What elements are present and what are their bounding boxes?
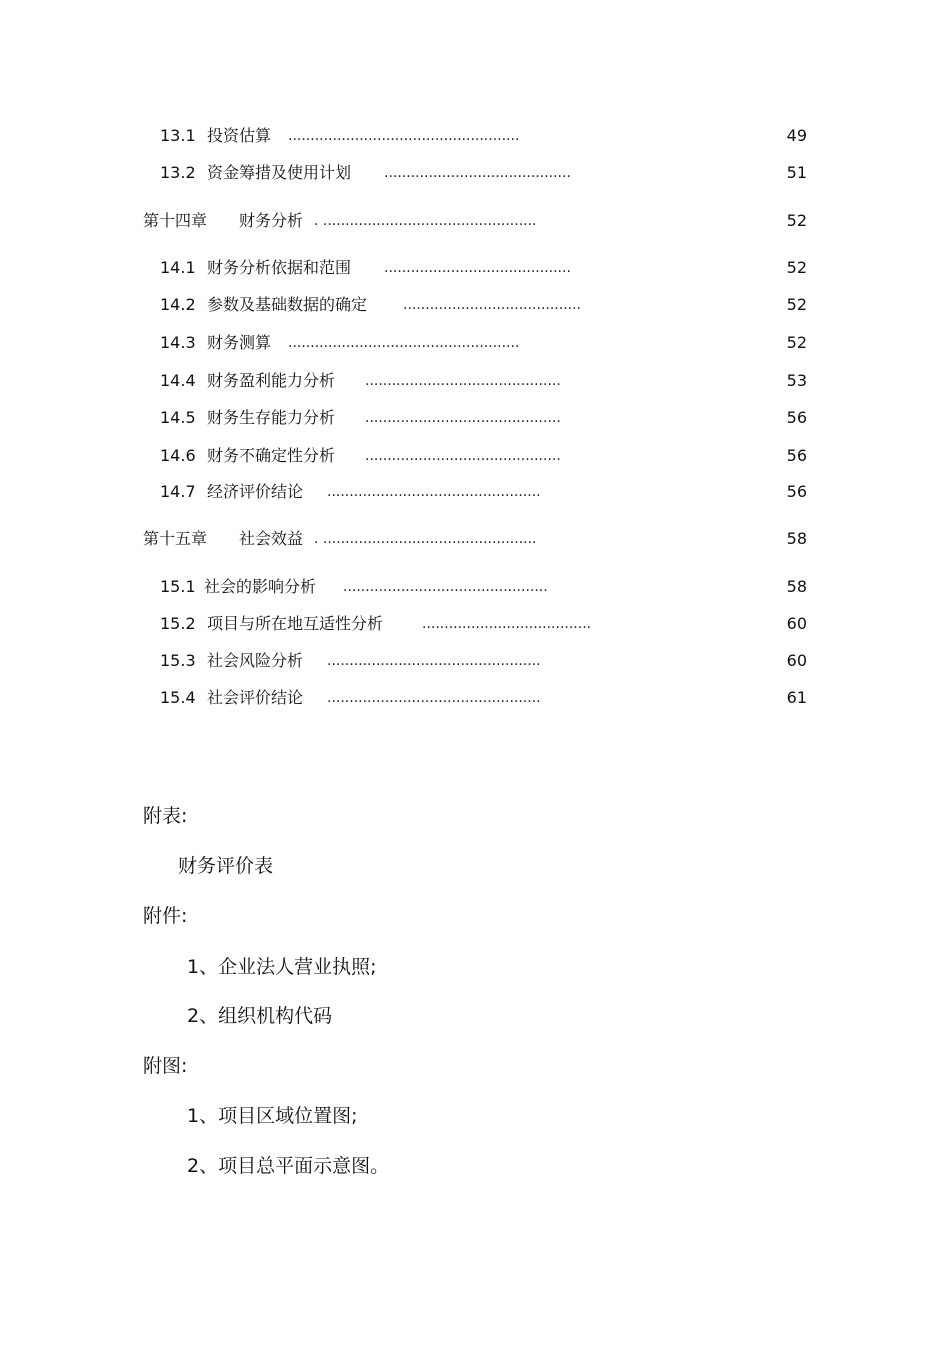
page-number: 56 [786, 446, 807, 465]
dot-leader: .......................................... [384, 165, 571, 181]
toc-entry-15-2[interactable] [0, 612, 950, 636]
toc-entry-14-6[interactable] [0, 444, 950, 468]
toc-entry-14-1[interactable] [0, 256, 950, 280]
section-number: 15.3 [160, 651, 196, 670]
dot-leader: ........................................ [403, 297, 582, 313]
page-number: 51 [786, 163, 807, 182]
attachment-item: 1、企业法人营业执照; [187, 956, 377, 978]
page-number: 52 [786, 333, 807, 352]
page-number: 61 [786, 688, 807, 707]
toc-entry-13-2[interactable] [0, 161, 950, 185]
dot-leader: .............................................. [343, 579, 548, 595]
page-number: 60 [786, 651, 807, 670]
chapter-label: 第十四章 [143, 211, 208, 230]
appendix-tables-heading: 附表: [143, 805, 188, 827]
toc-chapter-15[interactable] [0, 527, 950, 551]
dot-leader: ................................................ [327, 690, 541, 706]
section-number: 13.1 [160, 126, 196, 145]
section-title: 项目与所在地互适性分析 [207, 614, 384, 633]
section-title: 财务盈利能力分析 [207, 371, 336, 390]
dot-leader: .................................................... [288, 335, 520, 351]
dot-leader: .................................................... [288, 128, 520, 144]
section-number: 15.2 [160, 614, 196, 633]
page-number: 60 [786, 614, 807, 633]
section-number: 15.1 [160, 577, 196, 596]
dot-leader: ............................................ [365, 373, 561, 389]
section-title: 财务不确定性分析 [207, 446, 336, 465]
toc-entry-13-1[interactable] [0, 124, 950, 148]
figure-item: 2、项目总平面示意图。 [187, 1155, 390, 1177]
page-number: 58 [786, 529, 807, 548]
chapter-title: 社会效益 [239, 529, 304, 548]
toc-chapter-14[interactable] [0, 209, 950, 233]
section-number: 14.2 [160, 295, 196, 314]
section-title: 财务测算 [207, 333, 272, 352]
page-number: 53 [786, 371, 807, 390]
section-number: 14.6 [160, 446, 196, 465]
section-number: 14.5 [160, 408, 196, 427]
toc-entry-14-7[interactable] [0, 480, 950, 504]
attachments-heading: 附件: [143, 905, 188, 927]
toc-entry-15-3[interactable] [0, 649, 950, 673]
figure-item: 1、项目区域位置图; [187, 1105, 358, 1127]
toc-entry-15-1[interactable] [0, 575, 950, 599]
section-title: 资金筹措及使用计划 [207, 163, 352, 182]
section-title: 投资估算 [207, 126, 272, 145]
toc-entry-14-3[interactable] [0, 331, 950, 355]
page-number: 49 [786, 126, 807, 145]
chapter-label: 第十五章 [143, 529, 208, 548]
figures-heading: 附图: [143, 1055, 188, 1077]
page-number: 58 [786, 577, 807, 596]
page-number: 56 [786, 482, 807, 501]
dot-leader: ...................................... [422, 616, 592, 632]
section-number: 14.3 [160, 333, 196, 352]
appendix-table-item: 财务评价表 [178, 855, 274, 877]
section-number: 15.4 [160, 688, 196, 707]
dot-leader: ............................................ [365, 448, 561, 464]
page-number: 52 [786, 258, 807, 277]
page-number: 56 [786, 408, 807, 427]
attachment-item: 2、组织机构代码 [187, 1005, 333, 1027]
dot-leader: ................................................ [327, 484, 541, 500]
section-title: 财务分析依据和范围 [207, 258, 352, 277]
section-title: 经济评价结论 [207, 482, 304, 501]
toc-entry-14-4[interactable] [0, 369, 950, 393]
section-title: 社会风险分析 [207, 651, 304, 670]
page-number: 52 [786, 295, 807, 314]
toc-entry-14-5[interactable] [0, 406, 950, 430]
dot-leader: ............................................ [365, 410, 561, 426]
page-number: 52 [786, 211, 807, 230]
dot-leader: .......................................... [384, 260, 571, 276]
toc-entry-14-2[interactable] [0, 293, 950, 317]
dot-leader: ................................................ [327, 653, 541, 669]
chapter-title: 财务分析 [239, 211, 304, 230]
dot-leader: . ................................................ [314, 531, 537, 547]
section-title: 参数及基础数据的确定 [207, 295, 368, 314]
section-title: 社会的影响分析 [204, 577, 317, 596]
section-title: 财务生存能力分析 [207, 408, 336, 427]
section-number: 14.7 [160, 482, 196, 501]
dot-leader: . ................................................ [314, 213, 537, 229]
section-number: 14.4 [160, 371, 196, 390]
toc-entry-15-4[interactable] [0, 686, 950, 710]
section-title: 社会评价结论 [207, 688, 304, 707]
section-number: 13.2 [160, 163, 196, 182]
section-number: 14.1 [160, 258, 196, 277]
